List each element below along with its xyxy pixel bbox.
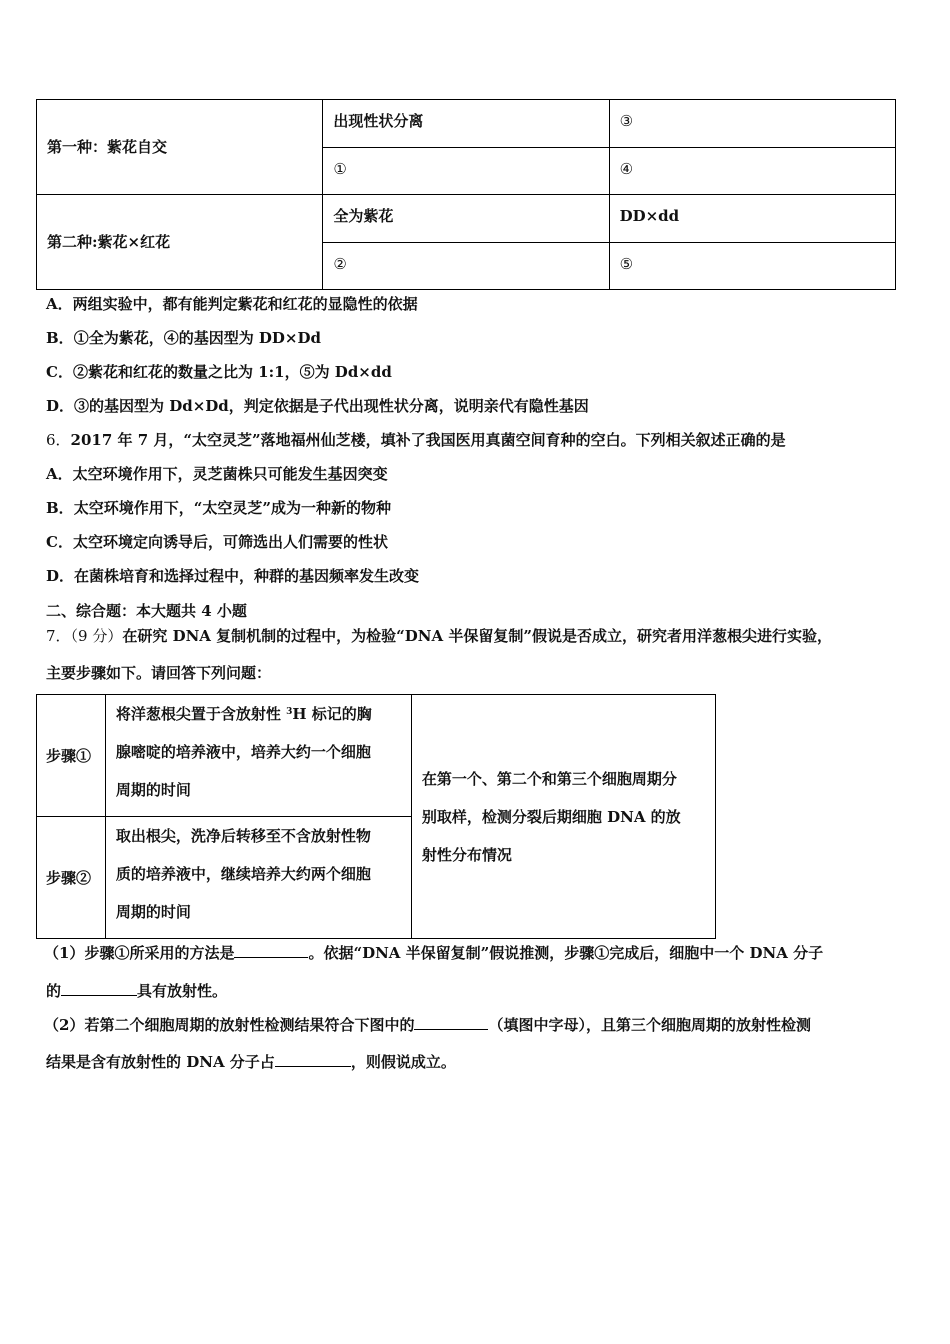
row1-label: 第一种：紫花自交 [47,138,168,156]
answer-blank-2[interactable] [61,980,137,996]
q7-stem-line1: 7．（9 分）在研究 DNA 复制机制的过程中，为检验“DNA 半保留复制”假说是否成立，研究者用洋葱根尖进行实验， [46,627,832,645]
step1-label: 步骤① [46,746,92,765]
experiment-steps-table [36,694,716,939]
q7-stem-line2: 主要步骤如下。请回答下列问题： [46,664,272,682]
q6-stem: 6．2017 年 7 月，“太空灵芝”落地福州仙芝楼，填补了我国医用真菌空间育种的空白。下列相关叙述正确的是 [46,431,786,449]
row1-genotype-2: ④ [619,160,634,178]
q7-sub1-line1: （1）步骤①所采用的方法是 。依据“DNA 半保留复制”假说推测，步骤①完成后，细胞中一个 DNA 分子 [44,944,824,962]
sampling-desc: 在第一个、第二个和第三个细胞周期分 别取样，检测分裂后期细胞 DNA 的放 射性分布情况 [421,769,681,864]
row1-label-cell [37,100,323,195]
step1-desc: 将洋葱根尖置于含放射性 $^3$H 标记的胸 腺嘧啶的培养液中，培养大约一个细胞 周期的时间 [115,705,372,799]
q7-sub2-line1: （2）若第二个细胞周期的放射性检测结果符合下图中的 （填图中字母），且第三个细胞周期的放射性检测 [44,1016,811,1034]
row2-cell-a [323,195,609,243]
q5-option-a: A．两组实验中，都有能判定紫花和红花的显隐性的依据 [46,295,418,313]
row2-phenotype: 全为紫花 [333,207,394,225]
row2-cell-b [609,195,895,243]
q6-option-b: B．太空环境作用下，“太空灵芝”成为一种新的物种 [46,499,391,517]
q6-option-d: D．在菌株培育和选择过程中，种群的基因频率发生改变 [46,567,420,585]
row2-cell-d [609,243,895,290]
row2-label-cell [37,195,323,290]
row2-genotype-2: ⑤ [619,255,634,273]
q6-option-c: C．太空环境定向诱导后，可筛选出人们需要的性状 [46,533,388,551]
row2-phenotype-2: ② [333,255,347,273]
row1-phenotype: 出现性状分离 [333,112,424,130]
genetics-table [36,99,896,290]
row1-genotype: ③ [619,112,634,130]
row1-cell-c [323,148,609,195]
q5-option-d: D．③的基因型为 Dd×Dd，判定依据是子代出现性状分离，说明亲代有隐性基因 [46,397,589,415]
q7-sub2-line2: 结果是含有放射性的 DNA 分子占 ，则假说成立。 [46,1053,456,1071]
row1-phenotype-2: ① [333,160,347,178]
step2-desc-cell [105,817,411,939]
section-title: 二、综合题：本大题共 4 小题 [46,602,247,620]
q6-option-a: A．太空环境作用下，灵芝菌株只可能发生基因突变 [46,465,388,483]
row1-cell-b [609,100,895,148]
q5-option-b: B．①全为紫花，④的基因型为 DD×Dd [46,329,321,347]
q7-sub1-line2: 的 具有放射性。 [46,982,228,1000]
step1-desc-cell [105,695,411,817]
q5-option-c: C．②紫花和红花的数量之比为 1:1，⑤为 Dd×dd [46,363,392,381]
answer-blank-4[interactable] [275,1051,351,1067]
answer-blank-1[interactable] [234,942,308,958]
row2-genotype: DD×dd [619,207,680,225]
row1-cell-a [323,100,609,148]
step2-label: 步骤② [46,868,92,887]
row2-label: 第二种:紫花×红花 [47,233,171,251]
step2-label-cell [37,817,106,939]
answer-blank-3[interactable] [414,1014,488,1030]
step2-desc: 取出根尖，洗净后转移至不含放射性物 质的培养液中，继续培养大约两个细胞 周期的时间 [115,827,371,921]
row1-cell-d [609,148,895,195]
row2-cell-c [323,243,609,290]
step1-label-cell [37,695,106,817]
sampling-cell [411,695,715,939]
